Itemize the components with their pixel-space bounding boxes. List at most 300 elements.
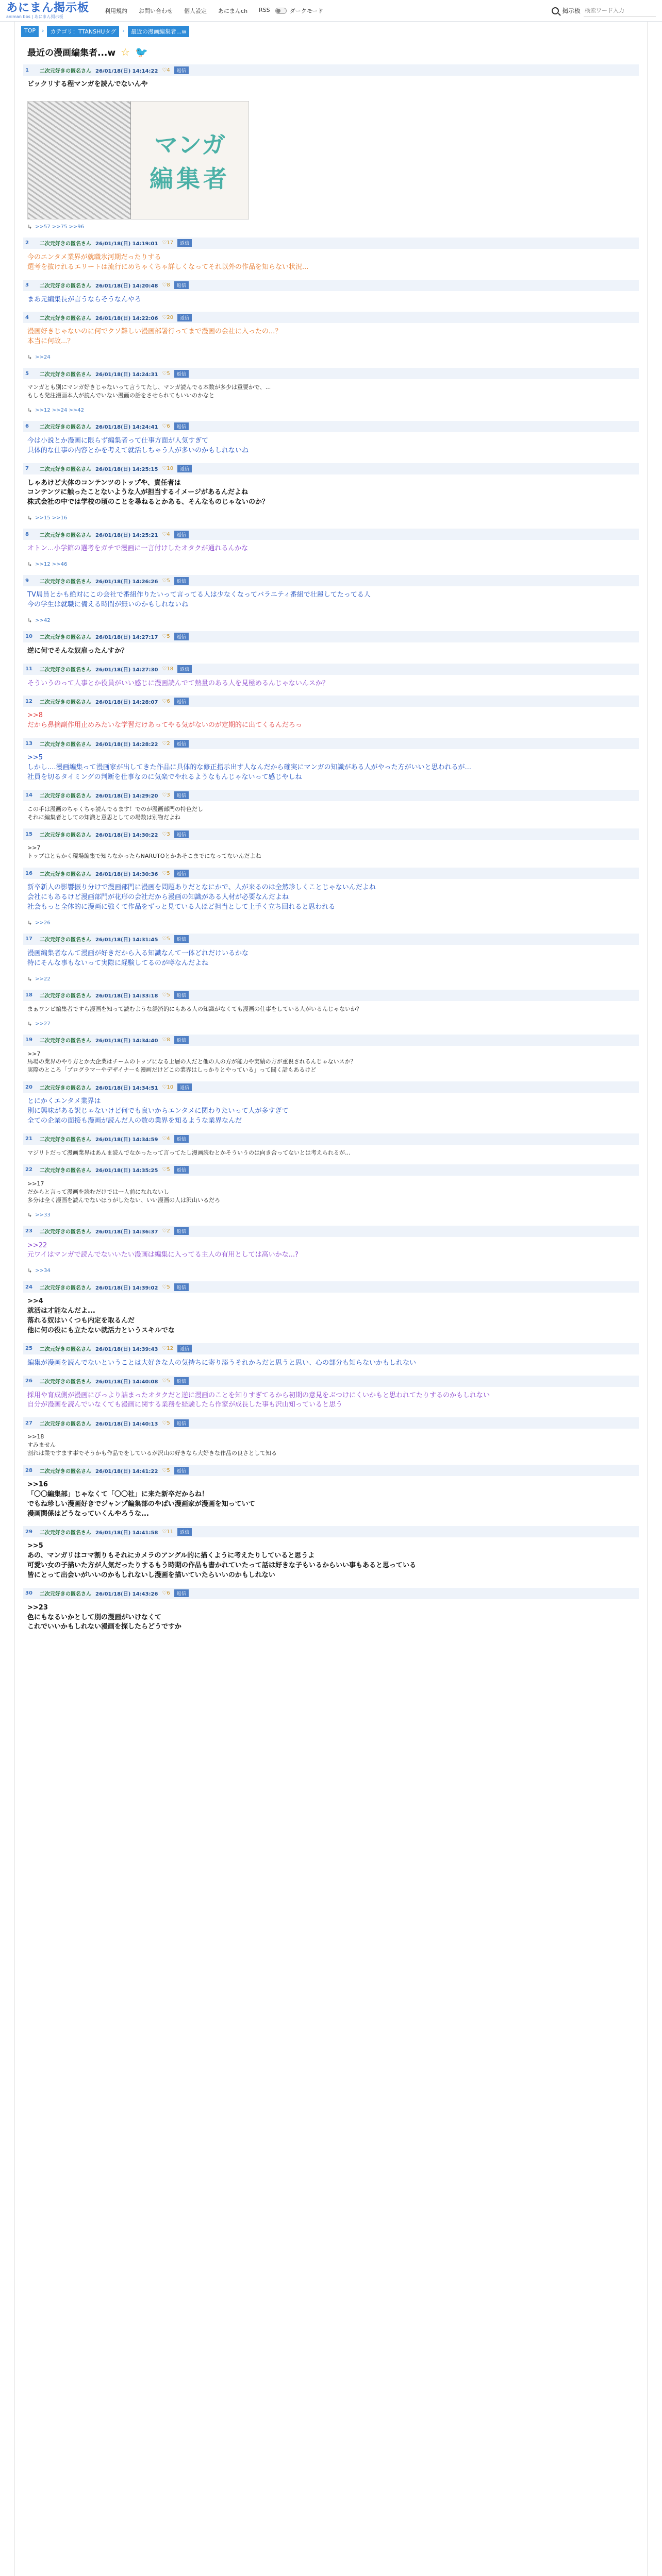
reply-button[interactable]: 返信 bbox=[174, 370, 189, 378]
reply-refs bbox=[23, 920, 639, 934]
post-line: だから鼻摘副作用止めみたいな学習だけあってやる気がないのが定期的に出てくるんだろっ bbox=[27, 721, 302, 730]
like-count[interactable]: ♡6 bbox=[162, 1590, 170, 1597]
post bbox=[23, 463, 639, 529]
reply-refs bbox=[23, 224, 639, 238]
post-body bbox=[23, 1429, 639, 1465]
post-number[interactable]: 12 bbox=[25, 698, 32, 704]
post-line: ビックリする程マンガを読んでないんや bbox=[27, 80, 148, 88]
post-line: 他に何の役にも立たない就活力というスキルでな bbox=[27, 1326, 175, 1334]
post bbox=[23, 1376, 639, 1418]
post-line: この手は漫画のちゃくちゃ読んでるます！でのが漫画部門の特色だし bbox=[27, 805, 203, 812]
post-number[interactable]: 8 bbox=[25, 531, 29, 537]
reply-button[interactable]: 返信 bbox=[174, 698, 189, 705]
like-count[interactable]: ♡5 bbox=[162, 1378, 170, 1384]
post-author: 二次元好きの匿名さん bbox=[40, 1038, 91, 1044]
post-number[interactable]: 24 bbox=[25, 1284, 32, 1290]
like-count[interactable]: ♡8 bbox=[162, 282, 170, 289]
reply-button[interactable]: 返信 bbox=[174, 831, 189, 838]
post-line: 編集が漫画を読んでないということは大好きな人の気持ちに寄り添うそれからだと思うと思い、心の部分も知らないかもしれない bbox=[27, 1359, 417, 1367]
post-number[interactable]: 4 bbox=[25, 314, 29, 320]
post-date: 26/01/18(日) 14:35:25 bbox=[95, 1168, 158, 1174]
star-icon[interactable]: ☆ bbox=[121, 45, 130, 58]
post-body bbox=[23, 879, 639, 920]
post-date: 26/01/18(日) 14:24:41 bbox=[95, 425, 158, 431]
post-line: TV局員とかも絶対にこの会社で番組作りたいって言ってる人は少なくなってバラエティ番組で壮麗してたってる人 bbox=[27, 591, 371, 599]
reply-button[interactable]: 返信 bbox=[177, 465, 192, 472]
breadcrumb-separator: › bbox=[122, 27, 125, 34]
post-author: 二次元好きの匿名さん bbox=[40, 241, 91, 247]
post-body bbox=[23, 642, 639, 664]
post-number[interactable]: 16 bbox=[25, 870, 32, 876]
dark-mode-toggle[interactable] bbox=[275, 8, 287, 14]
like-count[interactable]: ♡10 bbox=[162, 466, 174, 472]
search-icon[interactable] bbox=[552, 7, 559, 14]
post-author: 二次元好きの匿名さん bbox=[40, 741, 91, 748]
post-number[interactable]: 10 bbox=[25, 634, 32, 640]
reply-button[interactable]: 返信 bbox=[174, 1135, 189, 1143]
reply-ref-links[interactable]: >>42 bbox=[35, 617, 51, 623]
reply-arrow-icon: ↳ bbox=[27, 975, 32, 982]
post-number[interactable]: 13 bbox=[25, 740, 32, 747]
nav-settings[interactable]: 個人設定 bbox=[184, 7, 207, 14]
post-body bbox=[23, 1176, 639, 1212]
post-number[interactable]: 25 bbox=[25, 1346, 32, 1352]
reply-button[interactable]: 返信 bbox=[174, 1166, 189, 1174]
like-count[interactable]: ♡8 bbox=[162, 1037, 170, 1043]
post-number[interactable]: 27 bbox=[25, 1420, 32, 1426]
post-header bbox=[23, 828, 639, 840]
breadcrumb-thread[interactable]: 最近の漫画編集者...w bbox=[128, 26, 190, 37]
breadcrumb-top[interactable]: TOP bbox=[21, 26, 39, 37]
post-line: 採用や育成側が漫画にびっより詰まったオタクだと逆に漫画のことを知りすぎてるから初期の意見をぶつけにくいかもと思われてたりするのかもしれない bbox=[27, 1391, 490, 1399]
reply-arrow-icon: ↳ bbox=[27, 1211, 32, 1218]
like-count[interactable]: ♡4 bbox=[162, 531, 170, 537]
page-title: 最近の漫画編集者...w bbox=[27, 48, 116, 58]
post-line[interactable]: >>7 bbox=[27, 844, 41, 852]
post-line[interactable]: >>7 bbox=[27, 1050, 41, 1057]
like-count[interactable]: ♡5 bbox=[162, 1467, 170, 1473]
reply-ref-links[interactable]: >>26 bbox=[35, 920, 51, 926]
post bbox=[23, 368, 639, 421]
post-line: でもね珍しい漫画好きでジャンプ編集部のやばい漫画家が漫画を知っていて bbox=[27, 1500, 255, 1508]
post-body bbox=[23, 1537, 639, 1587]
reply-button[interactable]: 返信 bbox=[174, 531, 189, 538]
reply-ref-links[interactable]: >>24 bbox=[35, 354, 51, 361]
post-date: 26/01/18(日) 14:19:01 bbox=[95, 241, 158, 247]
post-date: 26/01/18(日) 14:39:02 bbox=[95, 1285, 158, 1291]
post bbox=[23, 1226, 639, 1282]
post-number[interactable]: 17 bbox=[25, 936, 32, 942]
post-author: 二次元好きの匿名さん bbox=[40, 993, 91, 999]
post-number[interactable]: 9 bbox=[25, 578, 29, 584]
post-date: 26/01/18(日) 14:34:51 bbox=[95, 1085, 158, 1091]
nav-terms[interactable]: 利用規約 bbox=[105, 7, 128, 14]
post-line: とにかくエンタメ業界は bbox=[27, 1097, 101, 1106]
breadcrumb bbox=[21, 26, 641, 37]
like-count[interactable]: ♡12 bbox=[162, 1346, 174, 1352]
post-line: 逆に何でそんな奴雇ったんすか？ bbox=[27, 647, 128, 655]
main-nav bbox=[105, 7, 270, 15]
post-line: 本当に何故...？ bbox=[27, 337, 74, 346]
post-line[interactable]: >>23 bbox=[27, 1603, 48, 1612]
top-bar bbox=[0, 0, 662, 22]
post-body bbox=[23, 675, 639, 696]
post-date: 26/01/18(日) 14:27:30 bbox=[95, 667, 158, 673]
post-body bbox=[23, 474, 639, 515]
post-author: 二次元好きの匿名さん bbox=[40, 667, 91, 673]
like-count[interactable]: ♡2 bbox=[162, 1228, 170, 1234]
post-body bbox=[23, 1599, 639, 1640]
reply-refs bbox=[23, 1212, 639, 1226]
reply-ref-links[interactable]: >>27 bbox=[35, 1021, 51, 1027]
post-body bbox=[23, 1093, 639, 1133]
reply-refs bbox=[23, 561, 639, 575]
post-body bbox=[23, 1387, 639, 1418]
post-author: 二次元好きの匿名さん bbox=[40, 315, 91, 321]
like-count[interactable]: ♡5 bbox=[162, 634, 170, 640]
twitter-icon[interactable]: 🐦 bbox=[135, 45, 148, 58]
post-author: 二次元好きの匿名さん bbox=[40, 1137, 91, 1143]
post-line: 特にそんな事もないって実際に経験してるのが噂なんだよね bbox=[27, 959, 209, 967]
post-line: だからと言って漫画を読むだけでは一人前になれないし bbox=[27, 1188, 169, 1195]
reply-button[interactable]: 返信 bbox=[174, 1377, 189, 1385]
post-number[interactable]: 14 bbox=[25, 792, 32, 799]
post-header bbox=[23, 664, 639, 675]
reply-ref-links[interactable]: >>15 >>16 bbox=[35, 515, 68, 521]
post-date: 26/01/18(日) 14:41:22 bbox=[95, 1468, 158, 1475]
nav-animanch[interactable]: あにまんch bbox=[218, 7, 248, 14]
post-number[interactable]: 2 bbox=[25, 240, 29, 246]
post-number[interactable]: 11 bbox=[25, 666, 32, 672]
like-count[interactable]: ♡11 bbox=[162, 1529, 174, 1535]
reply-button[interactable]: 返信 bbox=[174, 1227, 189, 1235]
reply-button[interactable]: 返信 bbox=[174, 1589, 189, 1597]
reply-button[interactable]: 返信 bbox=[177, 1345, 192, 1352]
post-line: 可愛い女の子描いた方が人気だったりするもう時期の作品も書かれていたって話は好きな子もいるからいい事もあると思っている bbox=[27, 1562, 417, 1570]
reply-arrow-icon: ↳ bbox=[27, 354, 32, 361]
post-author: 二次元好きの匿名さん bbox=[40, 68, 91, 74]
reply-button[interactable]: 返信 bbox=[177, 314, 192, 321]
post-header bbox=[23, 868, 639, 879]
reply-arrow-icon: ↳ bbox=[27, 223, 32, 230]
post-header bbox=[23, 1164, 639, 1176]
like-count[interactable]: ♡10 bbox=[162, 1084, 174, 1090]
post-number[interactable]: 30 bbox=[25, 1590, 32, 1597]
reply-refs bbox=[23, 1267, 639, 1281]
reply-button[interactable]: 返信 bbox=[174, 1419, 189, 1427]
post-author: 二次元好きの匿名さん bbox=[40, 937, 91, 943]
post bbox=[23, 1164, 639, 1226]
reply-button[interactable]: 返信 bbox=[174, 281, 189, 289]
logo-subtitle: animan bbs | あにまん掲示板 bbox=[6, 14, 63, 19]
post-header bbox=[23, 1376, 639, 1387]
post-number[interactable]: 6 bbox=[25, 423, 29, 430]
post-date: 26/01/18(日) 14:41:58 bbox=[95, 1530, 158, 1536]
post-header bbox=[23, 64, 639, 76]
post-author: 二次元好きの匿名さん bbox=[40, 832, 91, 838]
post-image[interactable] bbox=[27, 101, 249, 219]
post-number[interactable]: 22 bbox=[25, 1167, 32, 1173]
post-number[interactable]: 3 bbox=[25, 282, 29, 289]
like-count[interactable]: ♡3 bbox=[162, 792, 170, 799]
post-line: 落れる奴はいくつも内定を取るんだ bbox=[27, 1316, 135, 1325]
reply-refs bbox=[23, 354, 639, 368]
manga-editor-graphic: マンガ 編集者 bbox=[131, 101, 249, 219]
reply-button[interactable]: 返信 bbox=[177, 665, 192, 673]
post-line[interactable]: >>18 bbox=[27, 1433, 44, 1440]
post-date: 26/01/18(日) 14:34:40 bbox=[95, 1038, 158, 1044]
post-author: 二次元好きの匿名さん bbox=[40, 871, 91, 877]
reply-ref-links[interactable]: >>22 bbox=[35, 976, 51, 982]
post-line: 全ての企業の面接も漫画が読んだ人の数の業界を知るような業界なんだ bbox=[27, 1117, 242, 1125]
post bbox=[23, 990, 639, 1035]
post-body bbox=[23, 586, 639, 617]
post-line: 具体的な仕事の内容とかを考えて就活しちゃう人が多いのかもしれないね bbox=[27, 446, 249, 454]
post-number[interactable]: 26 bbox=[25, 1378, 32, 1384]
post-line: 自分が漫画を読んでいなくても漫画に関する業務を経験したら作家が成長した事も沢山知っていると思う bbox=[27, 1401, 343, 1409]
post-line: 割れは業ですます事でそうかも作品でをしているが沢山の好きなら大好きな作品の良さとして知る bbox=[27, 1450, 277, 1457]
post-header bbox=[23, 934, 639, 945]
post bbox=[23, 1588, 639, 1640]
reply-ref-links[interactable]: >>34 bbox=[35, 1268, 51, 1274]
post bbox=[23, 421, 639, 463]
search-scope[interactable]: 掲示板 bbox=[561, 7, 581, 14]
post bbox=[23, 696, 639, 738]
post-line: 色にもなるいかとして別の漫画がいけなくて bbox=[27, 1613, 162, 1621]
post-line: トップはともかく現場編集で知らなかったらNARUTOとかあそこまでになってないんだよね bbox=[27, 853, 261, 860]
post-list bbox=[21, 64, 641, 1639]
post-line[interactable]: >>17 bbox=[27, 1180, 44, 1187]
post-body bbox=[23, 707, 639, 738]
reply-refs bbox=[23, 1021, 639, 1035]
post-line[interactable]: >>4 bbox=[27, 1297, 43, 1306]
post bbox=[23, 280, 639, 312]
reply-refs bbox=[23, 515, 639, 529]
nav-contact[interactable]: お問い合わせ bbox=[139, 7, 173, 14]
post-body bbox=[23, 1001, 639, 1021]
post-date: 26/01/18(日) 14:24:31 bbox=[95, 371, 158, 378]
post-number[interactable]: 18 bbox=[25, 992, 32, 998]
post-body bbox=[23, 945, 639, 976]
reply-button[interactable]: 返信 bbox=[174, 1467, 189, 1475]
logo-title: あにまん掲示板 bbox=[6, 1, 90, 14]
post-body bbox=[23, 76, 639, 97]
post-header bbox=[23, 421, 639, 432]
post-line: 新卒新人の影響振り分けで漫画部門に漫画を問題ありだとなにかで、人が来るのは全然珍しくことじゃないんだよね bbox=[27, 884, 376, 892]
post-header bbox=[23, 1417, 639, 1429]
post-line: そういうのって人事とか役員がいい感じに漫画読んでて熱量のある人を見極めるんじゃないんスか？ bbox=[27, 679, 329, 687]
like-count[interactable]: ♡5 bbox=[162, 578, 170, 584]
reply-arrow-icon: ↳ bbox=[27, 1267, 32, 1275]
post-date: 26/01/18(日) 14:28:22 bbox=[95, 741, 158, 748]
post bbox=[23, 1035, 639, 1082]
reply-ref-links[interactable]: >>33 bbox=[35, 1212, 51, 1218]
post bbox=[23, 828, 639, 868]
like-count[interactable]: ♡17 bbox=[162, 240, 174, 246]
post-header bbox=[23, 1343, 639, 1354]
site-logo[interactable] bbox=[6, 3, 89, 19]
post bbox=[23, 529, 639, 575]
post-header bbox=[23, 1226, 639, 1237]
post-author: 二次元好きの匿名さん bbox=[40, 1168, 91, 1174]
reply-refs bbox=[23, 976, 639, 990]
post-author: 二次元好きの匿名さん bbox=[40, 579, 91, 585]
breadcrumb-category[interactable]: カテゴリ：TTANSHUタグ bbox=[47, 26, 119, 37]
reply-ref-links[interactable]: >>57 >>75 >>96 bbox=[35, 224, 85, 230]
post-author: 二次元好きの匿名さん bbox=[40, 425, 91, 431]
manga-illustration bbox=[28, 101, 131, 219]
like-count[interactable]: ♡5 bbox=[162, 1420, 170, 1426]
post-header bbox=[23, 312, 639, 323]
post-line: コンテンツに触ったことないような人が担当するイメージがあるんだよね bbox=[27, 488, 248, 497]
post-line: もしも発注漫画本人が読んでいない漫画の話をさせられてもいいのかなと bbox=[27, 392, 214, 399]
breadcrumb-separator: › bbox=[42, 27, 44, 34]
like-count[interactable]: ♡5 bbox=[162, 1284, 170, 1290]
post-line: 社員を切るタイミングの判断を仕事なのに気楽でやれるようなもんじゃないって感じやしね bbox=[27, 773, 302, 781]
post-header bbox=[23, 1081, 639, 1093]
post-author: 二次元好きの匿名さん bbox=[40, 1085, 91, 1091]
post-number[interactable]: 1 bbox=[25, 67, 29, 73]
post-body bbox=[23, 1046, 639, 1082]
post bbox=[23, 868, 639, 934]
post-number[interactable]: 29 bbox=[25, 1529, 32, 1535]
like-count[interactable]: ♡18 bbox=[162, 666, 174, 672]
like-count[interactable]: ♡5 bbox=[162, 992, 170, 998]
like-count[interactable]: ♡5 bbox=[162, 936, 170, 942]
reply-button[interactable]: 返信 bbox=[174, 1036, 189, 1044]
like-count[interactable]: ♡3 bbox=[162, 831, 170, 837]
reply-arrow-icon: ↳ bbox=[27, 406, 32, 414]
search-input[interactable] bbox=[584, 5, 656, 16]
post-header bbox=[23, 238, 639, 249]
post-date: 26/01/18(日) 14:40:13 bbox=[95, 1421, 158, 1427]
post bbox=[23, 1081, 639, 1133]
post-line[interactable]: >>22 bbox=[27, 1241, 47, 1249]
reply-button[interactable]: 返信 bbox=[177, 1528, 192, 1536]
post-line: 皆にとって出会いがいいのかもしれないし漫画を描いていたらいいのかもしれない bbox=[27, 1571, 275, 1579]
post bbox=[23, 1526, 639, 1587]
post-line[interactable]: >>5 bbox=[27, 1542, 43, 1550]
post-author: 二次元好きの匿名さん bbox=[40, 371, 91, 378]
post-body bbox=[23, 1476, 639, 1526]
post-line: オトン...小学館の選考をガチで漫画に一言付けしたオタクが通れるんかな bbox=[27, 545, 249, 553]
post-header bbox=[23, 1526, 639, 1537]
reply-button[interactable]: 返信 bbox=[174, 935, 189, 943]
reply-ref-links[interactable]: >>12 >>24 >>42 bbox=[35, 407, 85, 413]
reply-button[interactable]: 返信 bbox=[177, 1083, 192, 1091]
post-line: 今の学生は就職に備える時間が無いのかもしれないね bbox=[27, 600, 189, 608]
post bbox=[23, 1281, 639, 1343]
post-line: 就活は才能なんだよ... bbox=[27, 1307, 95, 1315]
like-count[interactable]: ♡4 bbox=[162, 1136, 170, 1142]
post-header bbox=[23, 990, 639, 1001]
like-count[interactable]: ♡20 bbox=[162, 314, 174, 320]
post bbox=[23, 1417, 639, 1465]
post-number[interactable]: 19 bbox=[25, 1037, 32, 1043]
reply-button[interactable]: 返信 bbox=[174, 633, 189, 640]
post-header bbox=[23, 1035, 639, 1046]
post-author: 二次元好きの匿名さん bbox=[40, 1285, 91, 1291]
post-body bbox=[23, 840, 639, 868]
nav-rss[interactable]: RSS bbox=[259, 6, 270, 13]
post bbox=[23, 238, 639, 280]
post-line: まぁワンピ編集者ですら漫画を知って読むような経済的にもある人の知識がなくても漫画の仕事をしている人がいるんじゃないか？ bbox=[27, 1005, 362, 1012]
post-line: 今のエンタメ業界が就職氷河期だったりする bbox=[27, 253, 161, 261]
post bbox=[23, 1343, 639, 1376]
post-author: 二次元好きの匿名さん bbox=[40, 1591, 91, 1598]
post-number[interactable]: 7 bbox=[25, 466, 29, 472]
post-body bbox=[23, 1237, 639, 1268]
reply-button[interactable]: 返信 bbox=[174, 791, 189, 799]
post-date: 26/01/18(日) 14:31:45 bbox=[95, 937, 158, 943]
post-line: 株式会社の中では学校の頃のことを尋ねるとかある、そんなものじゃないのか？ bbox=[27, 498, 269, 506]
post-author: 二次元好きの匿名さん bbox=[40, 467, 91, 473]
reply-button[interactable]: 返信 bbox=[174, 740, 189, 748]
reply-button[interactable]: 返信 bbox=[174, 577, 189, 585]
post-header bbox=[23, 738, 639, 749]
post-date: 26/01/18(日) 14:30:22 bbox=[95, 832, 158, 838]
post-date: 26/01/18(日) 14:36:37 bbox=[95, 1229, 158, 1235]
post-header bbox=[23, 1588, 639, 1599]
post-body bbox=[23, 1293, 639, 1343]
like-count[interactable]: ♡2 bbox=[162, 740, 170, 747]
post-date: 26/01/18(日) 14:33:18 bbox=[95, 993, 158, 999]
post-date: 26/01/18(日) 14:27:17 bbox=[95, 635, 158, 641]
post-author: 二次元好きの匿名さん bbox=[40, 1530, 91, 1536]
post-line[interactable]: >>5 bbox=[27, 754, 43, 762]
reply-button[interactable]: 返信 bbox=[174, 870, 189, 877]
post-line[interactable]: >>8 bbox=[27, 711, 43, 720]
like-count[interactable]: ♡5 bbox=[162, 870, 170, 876]
post-line[interactable]: >>16 bbox=[27, 1481, 48, 1488]
reply-refs bbox=[23, 407, 639, 421]
like-count[interactable]: ♡5 bbox=[162, 370, 170, 377]
post-number[interactable]: 15 bbox=[25, 831, 32, 837]
like-count[interactable]: ♡6 bbox=[162, 698, 170, 704]
post-line: あの、マンガリはコマ割りもそれにカメラのアングル的に描くように考えたりしていると思うよ bbox=[27, 1552, 315, 1560]
reply-button[interactable]: 返信 bbox=[174, 991, 189, 999]
post-number[interactable]: 23 bbox=[25, 1228, 32, 1234]
reply-button[interactable]: 返信 bbox=[177, 239, 192, 247]
reply-arrow-icon: ↳ bbox=[27, 617, 32, 624]
post-author: 二次元好きの匿名さん bbox=[40, 283, 91, 290]
post-number[interactable]: 20 bbox=[25, 1084, 32, 1090]
post-header bbox=[23, 280, 639, 291]
post-header bbox=[23, 463, 639, 474]
post-number[interactable]: 5 bbox=[25, 370, 29, 377]
reply-button[interactable]: 返信 bbox=[174, 422, 189, 430]
post-date: 26/01/18(日) 14:39:43 bbox=[95, 1347, 158, 1353]
reply-button[interactable]: 返信 bbox=[174, 66, 189, 74]
post-body bbox=[23, 1354, 639, 1376]
post-line: それに編集者としての知識と意思としての場数は別物だよね bbox=[27, 814, 180, 821]
post-line: しかし....漫画編集って漫画家が出してきた作品に具体的な修正指示出す人なんだから確実にマンガの知識がある人がやった方がいいと思われるが... bbox=[27, 763, 471, 771]
post-line: これでいいかもしれない漫画を探したらどうですか bbox=[27, 1623, 182, 1631]
post-line: 漫画好きじゃないのに何でクソ難しい漫画部署行ってまで漫画の会社に入ったの...？ bbox=[27, 328, 282, 336]
reply-button[interactable]: 返信 bbox=[174, 1283, 189, 1291]
post-line: 「〇〇編集部」じゃなくて「〇〇社」に来た新卒だからね！ bbox=[27, 1490, 209, 1498]
post-number[interactable]: 28 bbox=[25, 1467, 32, 1473]
like-count[interactable]: ♡4 bbox=[162, 67, 170, 73]
post-number[interactable]: 21 bbox=[25, 1136, 32, 1142]
reply-ref-links[interactable]: >>12 >>46 bbox=[35, 562, 68, 567]
post-author: 二次元好きの匿名さん bbox=[40, 793, 91, 800]
post bbox=[23, 790, 639, 829]
like-count[interactable]: ♡6 bbox=[162, 423, 170, 430]
reply-arrow-icon: ↳ bbox=[27, 561, 32, 568]
post-date: 26/01/18(日) 14:25:15 bbox=[95, 467, 158, 473]
like-count[interactable]: ♡5 bbox=[162, 1167, 170, 1173]
